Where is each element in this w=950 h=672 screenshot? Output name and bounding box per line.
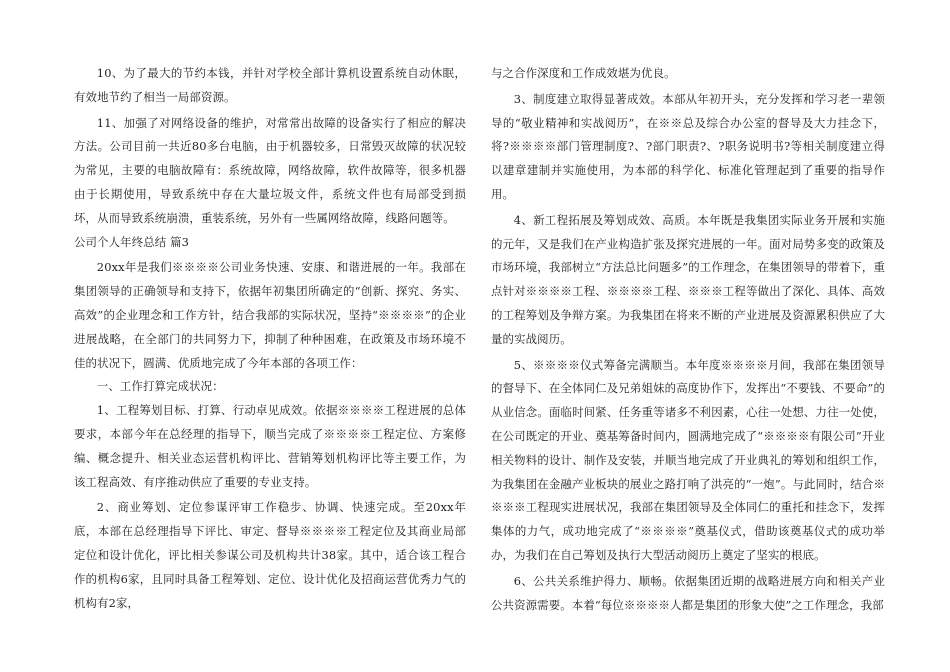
paragraph-item-1: 1、工程筹划目标、打算、行动卓见成效。依据※※※※工程进展的总体要求，本部今年在总经理的指导下，顺当完成了※※※※工程定位、方案修编、概念提升、相关业态运营机构评比、营销筹划机构评比等主要工作，为该工程高效、有序推动供应了重要的专业支持。 [74,403,466,489]
paragraph-item-6: 6、公共关系维护得力、顺畅。依据集团近期的战略进展方向和相关产业公共资源需要。本着“每位※※※※人都是集团的形象大使”之工作理念，我部 [491,573,885,612]
left-column [74,62,466,615]
subsection-heading: 一、工作打算完成状况： [96,379,224,394]
paragraph-continuation: 与之合作深度和工作成效堪为优良。 [491,66,676,80]
paragraph-item-5: 5、※※※※仪式筹备完满顺当。本年度※※※※月间，我部在集团领导的督导下、在全体同仁及兄弟姐妹的高度协作下，发挥出“不要钱、不要命”的从业信念。面临时间紧、任务重等诸多不利因素，心往一处想、力往一处使，在公司既定的开业、奠基筹备时间内，圆满地完成了“※※※※有限公司”开业相关物料的设计、制作及安装，并顺当地完成了开业典礼的筹划和组织工作，为我集团在金融产业板块的展业之路打响了洪亮的“一炮”。与此同时，结合※※※※工程现实进展状况，我部在集团领导及全体同仁的重托和挂念下，发挥集体的力气，成功地完成了“※※※※”奠基仪式，借助该奠基仪式的成功举办，为我们在自己筹划及执行大型活动阅历上奠定了坚实的根底。 [491,357,885,562]
section-title-part-3: 公司个人年终总结 篇3 [74,234,190,249]
paragraph-item-10: 10、为了最大的节约本钱，并针对学校全部计算机设置系统自动休眠，有效地节约了相当一局部资源。 [74,66,466,104]
paragraph-item-11: 11、加强了对网络设备的维护，对常常出故障的设备实行了相应的解决方法。公司目前一共近80多台电脑，由于机器较多，日常毁灭故障的状况较为常见，主要的电脑故障有：系统故障，网络故障，软件故障等，很多机器由于长期使用，导致系统中存在大量垃圾文件，系统文件也有局部受到损坏，从而导致系统崩溃，重装系统，另外有一些属网络故障，线路问题等。 [74,115,466,225]
paragraph-item-3: 3、制度建立取得显著成效。本部从年初开头，充分发挥和学习老一辈领导的“敬业精神和实战阅历”，在※※总及综合办公室的督导及大力挂念下，将?※※※※部门管理制度?、?部门职责?、?职务说明书?等相关制度建立得以建章建制并实施使用，为本部的科学化、标准化管理起到了重要的指导作用。 [491,91,885,201]
intro-paragraph: 20xx年是我们※※※※公司业务快速、安康、和谐进展的一年。我部在集团领导的正确领导和支持下，依据年初集团所确定的“创新、探究、务实、高效”的企业理念和工作方针，结合我部的实际状况，坚持“※※※※”的企业进展战略，在全部门的共同努力下，抑制了种种困难，在政策及市场环境不佳的状况下，圆满、优质地完成了今年本部的各项工作： [74,260,466,370]
paragraph-item-4: 4、新工程拓展及筹划成效、高质。本年既是我集团实际业务开展和实施的元年，又是我们在产业构造扩张及探究进展的一年。面对局势多变的政策及市场环境，我部树立“方法总比问题多”的工作理念，在集团领导的带着下，重点针对※※※※工程、※※※※工程、※※※工程等做出了深化、具体、高效的工程筹划及争辩方案。为我集团在将来不断的产业进展及资源累积供应了大量的实战阅历。 [491,212,885,346]
right-column [491,62,885,617]
paragraph-item-2: 2、商业筹划、定位参谋评审工作稳步、协调、快速完成。至20xx年底，本部在总经理指导下评比、审定、督导※※※※工程定位及其商业局部定位和设计优化，评比相关参谋公司及机构共计38家。其中，适合该工程合作的机构6家，且同时具备工程筹划、定位、设计优化及招商运营优秀力气的机构有2家， [74,500,466,610]
